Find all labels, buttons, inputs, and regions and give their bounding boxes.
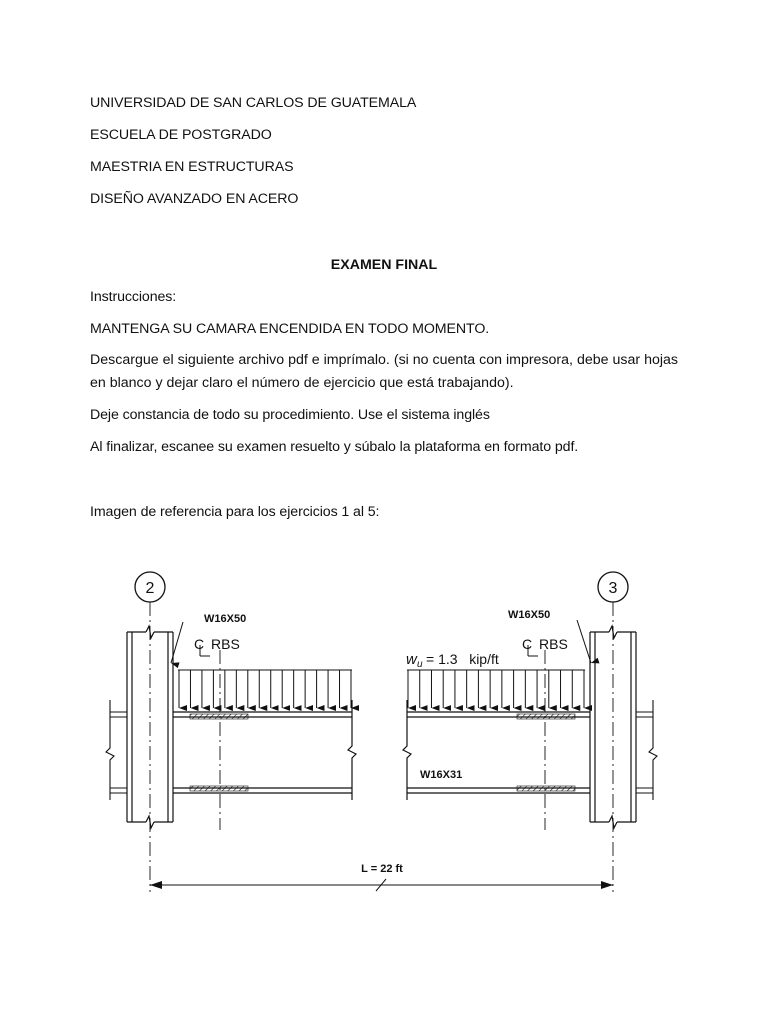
load-label: [406, 651, 499, 670]
load-subscript: u: [417, 659, 423, 670]
instruction-procedure: Deje constancia de todo su procedimiento. Use el sistema inglés: [90, 407, 490, 423]
exam-title: EXAMEN FINAL: [330, 257, 438, 273]
program-name: MAESTRIA EN ESTRUCTURAS: [90, 159, 294, 175]
course-name: DISEÑO AVANZADO EN ACERO: [90, 191, 299, 207]
beam-label: W16X31: [420, 769, 463, 781]
instructions-label: Instrucciones:: [90, 289, 177, 305]
school-name: ESCUELA DE POSTGRADO: [90, 127, 272, 143]
university-name: UNIVERSIDAD DE SAN CARLOS DE GUATEMALA: [90, 95, 417, 111]
right-column-leader: [577, 620, 591, 663]
right-centerline-symbol: C: [522, 636, 533, 652]
grid-bubble-3: [598, 572, 628, 602]
instruction-camera: MANTENGA SU CAMARA ENCENDIDA EN TODO MOMENTO.: [90, 321, 490, 337]
grid-bubble-2: [135, 572, 165, 602]
rbs-zones: [190, 714, 575, 791]
right-column-label: W16X50: [508, 609, 551, 621]
span-dimension: [150, 863, 613, 891]
left-column-label: W16X50: [204, 613, 247, 625]
right-rbs-text: RBS: [539, 636, 568, 652]
distributed-load-left: [178, 670, 352, 708]
load-value: = 1.3 kip/ft: [426, 651, 499, 667]
distributed-load-right: [407, 670, 585, 708]
left-centerline-symbol: C: [194, 636, 205, 652]
grid-label-3: 3: [608, 580, 618, 597]
left-rbs-text: RBS: [211, 636, 240, 652]
grid-label-2: 2: [145, 580, 155, 597]
reference-caption: Imagen de referencia para los ejercicios 1 al 5:: [90, 504, 380, 520]
instruction-upload: Al finalizar, escanee su examen resuelto y súbalo la plataforma en formato pdf.: [90, 439, 579, 455]
instruction-print: Descargue el siguiente archivo pdf e imprímalo. (si no cuenta con impresora, debe usar hojas en blanco y dejar claro el número de ejercicio que está trabajando).: [90, 352, 678, 391]
load-symbol: w: [406, 651, 417, 668]
span-label: L = 22 ft: [361, 863, 403, 875]
left-rbs-label: [194, 636, 240, 656]
